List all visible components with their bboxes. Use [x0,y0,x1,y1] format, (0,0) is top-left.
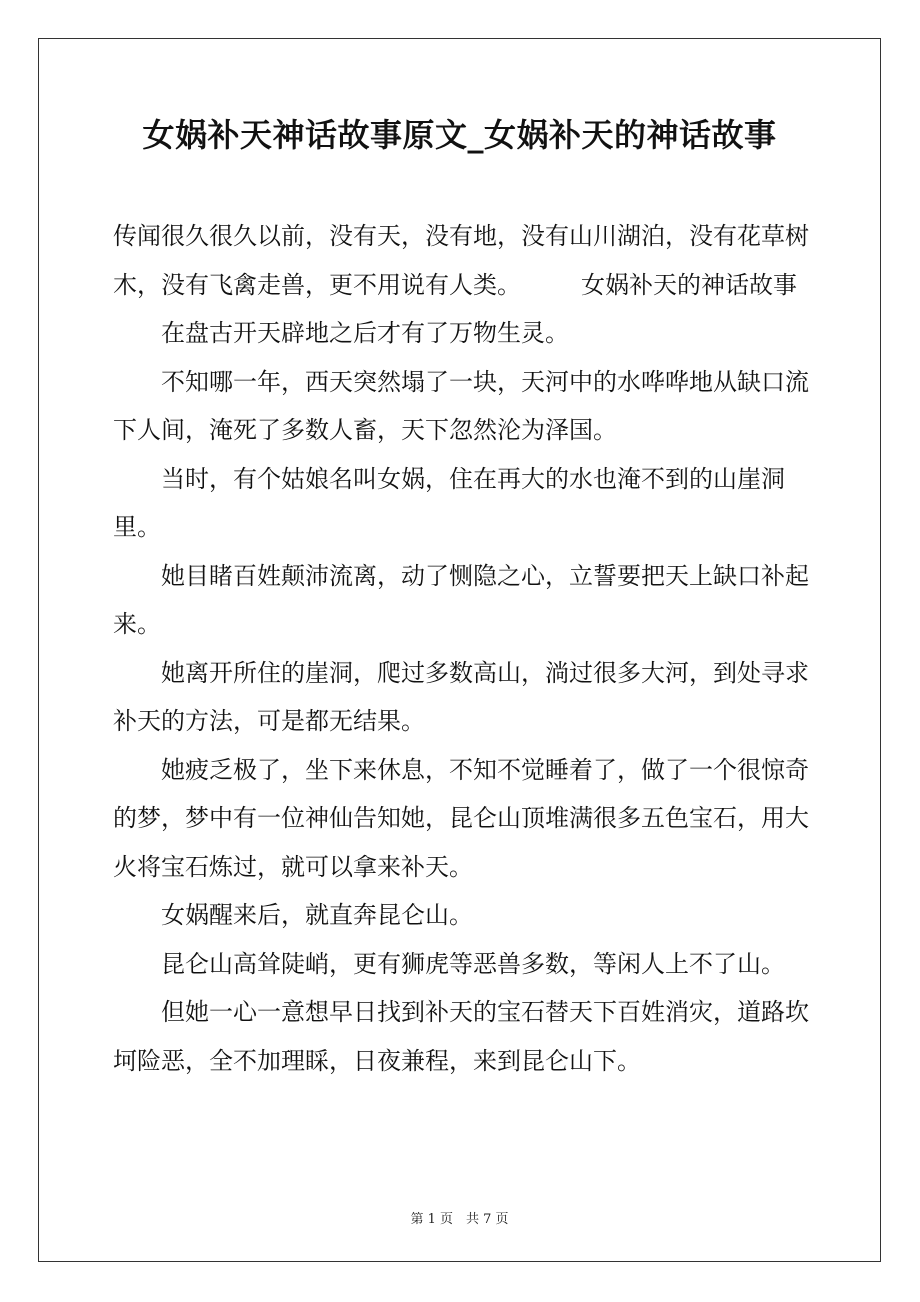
document-title: 女娲补天神话故事原文_女娲补天的神话故事 [142,116,777,154]
paragraph-2: 在盘古开天辟地之后才有了万物生灵。 [161,319,569,347]
paragraph-10: 但她一心一意想早日找到补天的宝石替天下百姓消灾，道路坎坷险恶，全不加理睬，日夜兼程，来到昆仑山下。 [113,998,809,1075]
paragraph-6: 她离开所住的崖洞，爬过多数高山，淌过很多大河，到处寻求补天的方法，可是都无结果。 [113,658,809,735]
page-number-footer: 第 1 页 共 7 页 [410,1212,509,1227]
paragraph-9: 昆仑山高耸陡峭，更有狮虎等恶兽多数，等闲人上不了山。 [161,949,785,978]
document-body [113,212,813,1085]
paragraph-5: 她目睹百姓颠沛流离，动了恻隐之心，立誓要把天上缺口补起来。 [113,561,809,638]
paragraph-4: 当时，有个姑娘名叫女娲，住在再大的水也淹不到的山崖洞里。 [113,464,785,541]
paragraph-8: 女娲醒来后，就直奔昆仑山。 [161,901,473,929]
paragraph-3: 不知哪一年，西天突然塌了一块，天河中的水哗哗地从缺口流下人间，淹死了多数人畜，天下忽然沦为泽国。 [113,367,809,444]
paragraph-7: 她疲乏极了，坐下来休息，不知不觉睡着了，做了一个很惊奇的梦，梦中有一位神仙告知她，昆仑山顶堆满很多五色宝石，用大火将宝石炼过，就可以拿来补天。 [113,755,809,881]
paragraph-1: 传闻很久很久以前，没有天，没有地，没有山川湖泊，没有花草树木，没有飞禽走兽，更不用说有人类。 女娲补天的神话故事 [113,222,809,299]
